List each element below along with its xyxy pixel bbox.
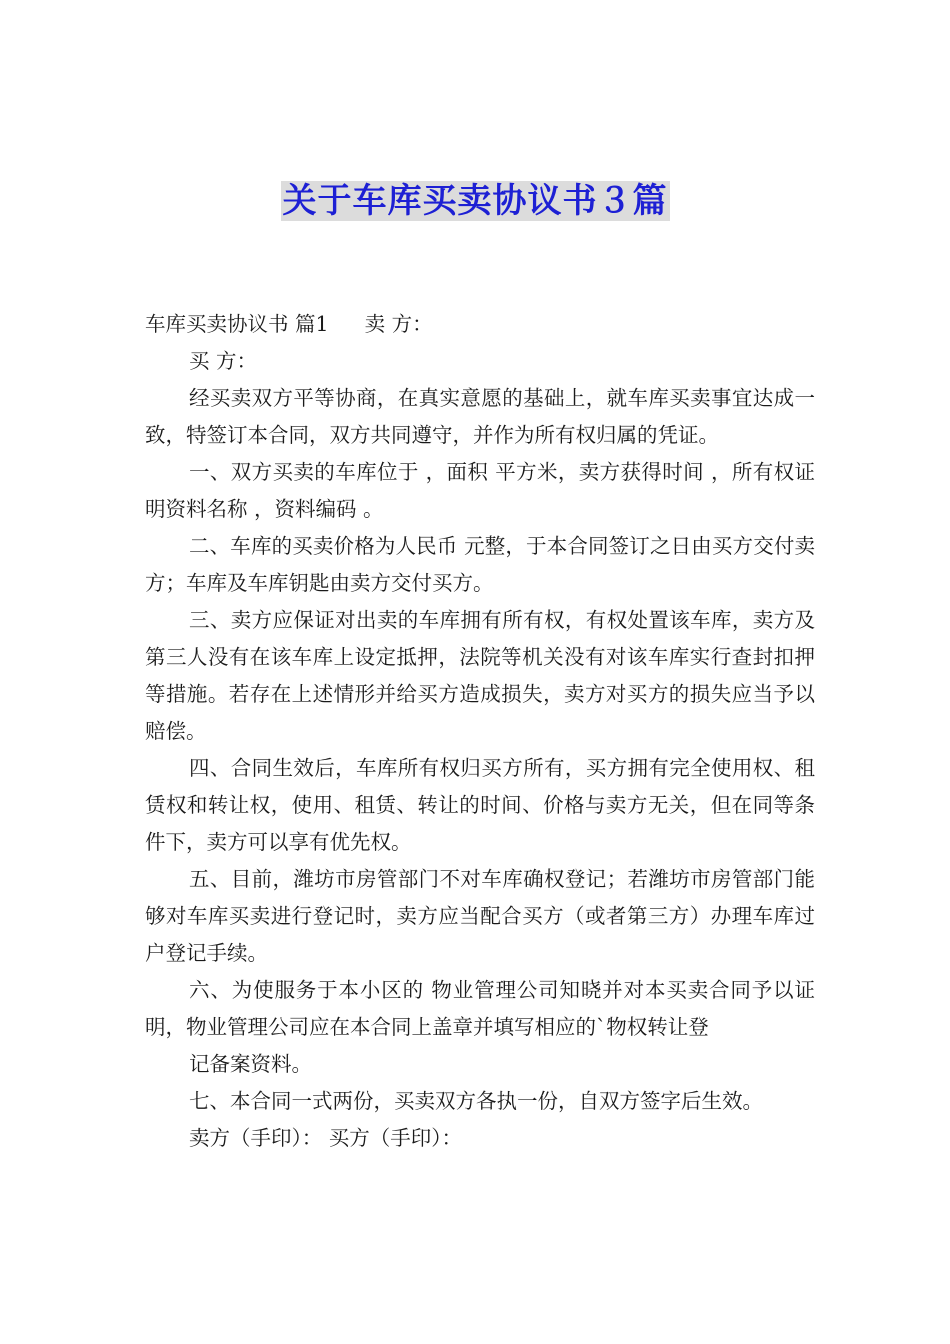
paragraph-6: 六、为使服务于本小区的 物业管理公司知晓并对本买卖合同予以证明，物业管理公司应在本合同上盖章并填写相应的`物权转让登 xyxy=(145,978,815,1039)
signature-line: 卖方（手印）： 买方（手印）： xyxy=(189,1126,463,1150)
document-title-text: 关于车库买卖协议书３篇 xyxy=(282,181,668,221)
heading-line xyxy=(145,306,815,343)
paragraph-4: 四、合同生效后，车库所有权归买方所有，买方拥有完全使用权、租赁权和转让权，使用、租赁、转让的时间、价格与卖方无关，但在同等条件下，卖方可以享有优先权。 xyxy=(145,756,815,854)
paragraph-7: 七、本合同一式两份，买卖双方各执一份，自双方签字后生效。 xyxy=(189,1089,763,1113)
section-heading: 车库买卖协议书 篇1 xyxy=(145,312,329,336)
paragraph-2: 二、车库的买卖价格为人民币 元整，于本合同签订之日由买方交付卖方；车库及车库钥匙由卖方交付买方。 xyxy=(145,534,815,595)
paragraph-1: 一、双方买卖的车库位于 ，面积 平方米，卖方获得时间 ，所有权证明资料名称 ，资料编码 。 xyxy=(145,460,815,521)
buyer-label: 买 方： xyxy=(189,349,258,373)
paragraph-6-continued: 记备案资料。 xyxy=(189,1052,312,1076)
paragraph-5: 五、目前，潍坊市房管部门不对车库确权登记；若潍坊市房管部门能够对车库买卖进行登记时，卖方应当配合买方（或者第三方）办理车库过户登记手续。 xyxy=(145,867,815,965)
document-title xyxy=(0,178,950,224)
paragraph-3: 三、卖方应保证对出卖的车库拥有所有权，有权处置该车库，卖方及第三人没有在该车库上设定抵押，法院等机关没有对该车库实行查封扣押等措施。若存在上述情形并给买方造成损失，卖方对买方的损失应当予以赔偿。 xyxy=(145,608,815,743)
seller-label: 卖 方： xyxy=(364,312,433,336)
document-body xyxy=(145,306,815,1157)
paragraph-intro: 经买卖双方平等协商，在真实意愿的基础上，就车库买卖事宜达成一致，特签订本合同，双方共同遵守，并作为所有权归属的凭证。 xyxy=(145,386,815,447)
